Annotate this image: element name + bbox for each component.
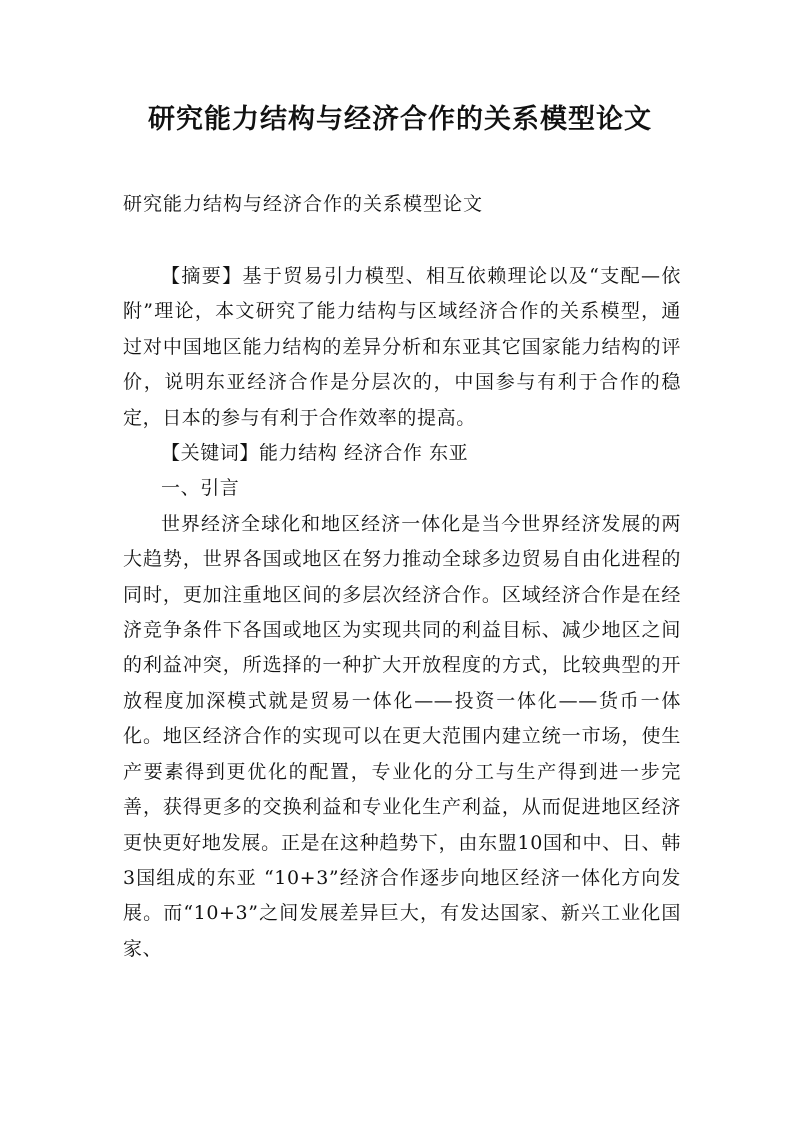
keywords-paragraph: 【关键词】能力结构 经济合作 东亚 (161, 442, 469, 465)
document-body (123, 259, 681, 967)
document-subtitle: 研究能力结构与经济合作的关系模型论文 (123, 193, 484, 215)
document-title: 研究能力结构与经济合作的关系模型论文 (148, 104, 652, 135)
body-paragraph: 世界经济全球化和地区经济一体化是当今世界经济发展的两大趋势，世界各国或地区在努力推动全球多边贸易自由化进程的同时，更加注重地区间的多层次经济合作。区域经济合作是在经济竞争条件下各国或地区为实现共同的利益目标、减少地区之间的利益冲突，所选择的一种扩大开放程度的方式，比较典型的开放程度加深模式就是贸易一体化——投资一体化——货币一体化。地区经济合作的实现可以在更大范围内建立统一市场，使生产要素得到更优化的配置，专业化的分工与生产得到进一步完善，获得更多的交换利益和专业化生产利益，从而促进地区经济更快更好地发展。正是在这种趋势下，由东盟10国和中、日、韩3国组成的东亚 “10+3”经济合作逐步向地区经济一体化方向发展。而“10+3”之间发展差异巨大，有发达国家、新兴工业化国家、 (123, 512, 681, 960)
section-heading: 一、引言 (161, 477, 240, 500)
abstract-paragraph: 【摘要】基于贸易引力模型、相互依赖理论以及“支配—依附”理论，本文研究了能力结构与区域经济合作的关系模型，通过对中国地区能力结构的差异分析和东亚其它国家能力结构的评价，说明东亚经济合作是分层次的，中国参与有利于合作的稳定，日本的参与有利于合作效率的提高。 (123, 265, 681, 429)
